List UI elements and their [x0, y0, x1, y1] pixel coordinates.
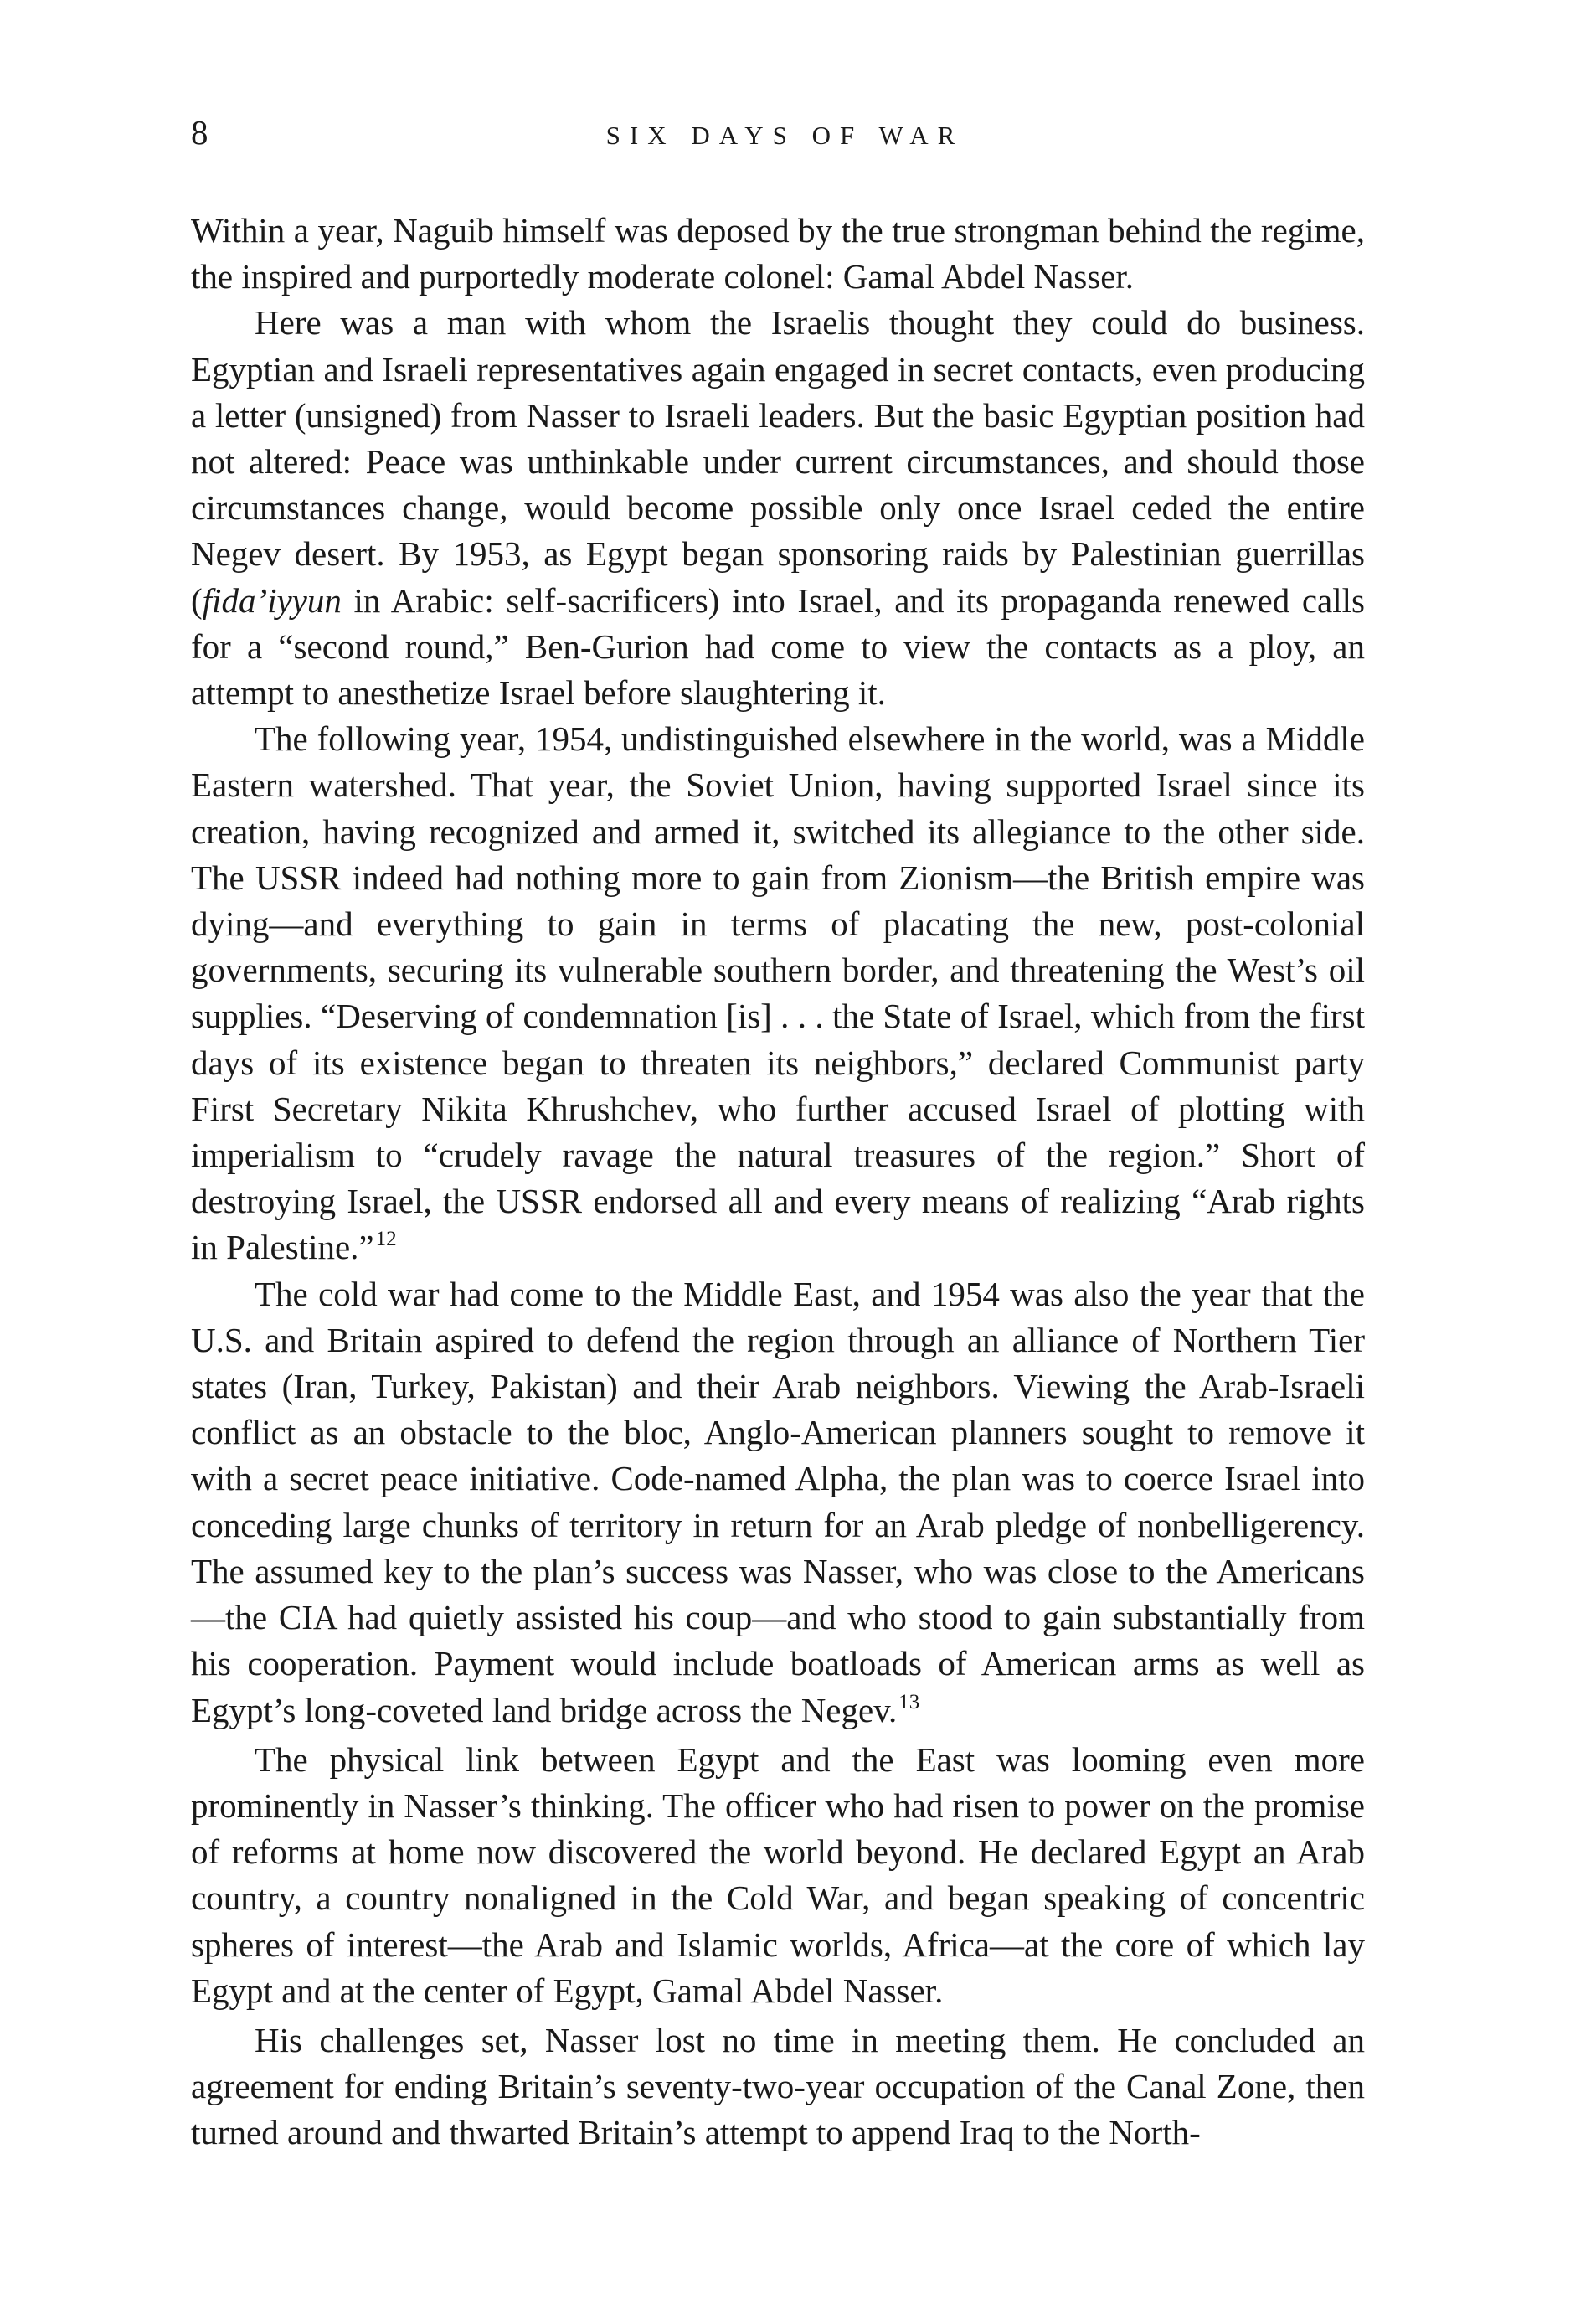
paragraph-1-text: Within a year, Naguib himself was deposed by the true strongman behind the regime, the inspired and purportedly moderate colonel: Gamal Abdel Nasser. [191, 211, 1365, 296]
running-head: SIX DAYS OF WAR [605, 121, 965, 150]
paragraph-6-text: His challenges set, Nasser lost no time in meeting them. He concluded an agreement for ending Britain’s seventy-two-year occupation of the Canal Zone, then turned around and thwarted Britain’s attempt to append Iraq to the North- [191, 2020, 1365, 2152]
paragraph-4 [191, 1271, 1365, 1734]
paragraph-3 [191, 716, 1365, 1270]
paragraph-2-text-a: Here was a man with whom the Israelis thought they could do business. Egyptian and Israeli representatives again engaged in secret contacts, even producing a letter (unsigned) from Nasser to Israeli leaders. But the basic Egyptian position had not altered: Peace was unthinkable under current circumstances, and should those circumstances change, would become possible only once Israel ceded the entire Negev desert. By 1953, as Egypt began sponsoring raids by Palestinian guerrillas ( [191, 303, 1365, 620]
paragraph-3-text: The following year, 1954, undistinguished elsewhere in the world, was a Middle Eastern watershed. That year, the Soviet Union, having supported Israel since its creation, having recognized and armed it, switched its allegiance to the other side. The USSR indeed had nothing more to gain from Zionism—the British empire was dying—and everything to gain in terms of placating the new, post-colonial governments, securing its vulnerable southern border, and threatening the West’s oil supplies. “Deserving of condemnation [is] . . . the State of Israel, which from the first days of its existence began to threaten its neighbors,” declared Communist party First Secretary Nikita Khrushchev, who further accused Israel of plotting with imperialism to “crudely ravage the natural treasures of the region.” Short of destroying Israel, the USSR endorsed all and every means of realizing “Arab rights in Palestine.” [191, 719, 1365, 1267]
paragraph-1 [191, 208, 1365, 300]
body-text [191, 208, 1365, 2157]
paragraph-5-text: The physical link between Egypt and the East was looming even more prominently in Nasser’s thinking. The officer who had risen to power on the promise of reforms at home now discovered the world beyond. He declared Egypt an Arab country, a country nonaligned in the Cold War, and began speaking of concentric spheres of interest—the Arab and Islamic worlds, Africa—at the core of which lay Egypt and at the center of Egypt, Gamal Abdel Nasser. [191, 1739, 1365, 2010]
paragraph-2 [191, 300, 1365, 716]
paragraph-2-italic-term: fida’iyyun [202, 580, 342, 620]
page-number: 8 [191, 113, 208, 152]
paragraph-5 [191, 1737, 1365, 2014]
paragraph-4-text: The cold war had come to the Middle East, and 1954 was also the year that the U.S. and Britain aspired to defend the region through an alliance of Northern Tier states (Iran, Turkey, Pakistan) and their Arab neighbors. Viewing the Arab-Israeli conflict as an obstacle to the bloc, Anglo-American planners sought to remove it with a secret peace initiative. Code-named Alpha, the plan was to coerce Israel into conceding large chunks of territory in return for an Arab pledge of nonbelligerency. The assumed key to the plan’s success was Nasser, who was close to the Americans—the CIA had quietly assisted his coup—and who stood to gain substantially from his cooperation. Payment would include boatloads of American arms as well as Egypt’s long-coveted land bridge across the Negev. [191, 1274, 1365, 1729]
footnote-ref-12: 12 [375, 1228, 397, 1251]
paragraph-2-text-b: in Arabic: self-sacrificers) into Israel, and its propaganda renewed calls for a “second round,” Ben-Gurion had come to view the contacts as a ploy, an attempt to anesthetize Israel before slaughtering it. [191, 580, 1365, 713]
paragraph-6 [191, 2017, 1365, 2157]
footnote-ref-13: 13 [898, 1690, 920, 1713]
